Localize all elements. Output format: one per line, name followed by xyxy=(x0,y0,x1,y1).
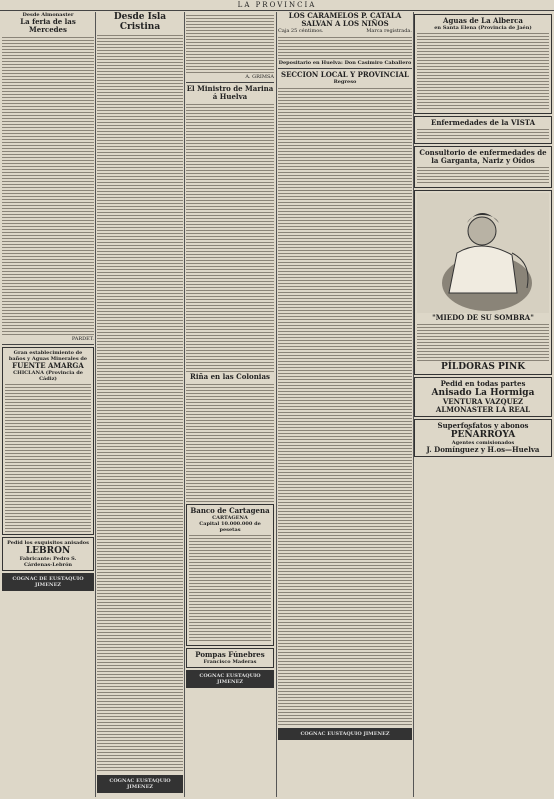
ad-name: Francisco Maderas xyxy=(203,659,257,665)
column-1 xyxy=(2,12,94,797)
ad-sub: en Santa Elena (Provincia de Jaén) xyxy=(434,25,532,31)
ad-name: FUENTE AMARGA xyxy=(12,361,84,370)
ad-consultorio xyxy=(414,146,552,188)
subheadline: Caja 25 céntimos. xyxy=(278,28,324,34)
ad-text xyxy=(417,127,549,141)
ad-place: CHICLANA (Provincia de Cádiz) xyxy=(13,370,83,382)
ad-title: Banco de Cartagena xyxy=(190,506,270,515)
ad-name: PEÑARROYA xyxy=(450,430,516,441)
ad-line: Pedid en todas partes xyxy=(440,379,526,389)
ad-title: Aguas de La Alberca xyxy=(443,16,523,25)
ad-line: Agentes comisionados xyxy=(451,440,515,447)
subsection: Regreso xyxy=(333,79,357,85)
illustration-woman xyxy=(417,193,549,313)
ad-title: Gran establecimiento de baños y Aguas Minerales de xyxy=(8,350,88,362)
ad-name: Anisado La Hormiga xyxy=(431,388,535,399)
ad-cognac: COGNAC EUSTAQUIO JIMENEZ xyxy=(186,670,274,688)
text-block xyxy=(97,33,183,773)
ad-cognac: COGNAC EUSTAQUIO JIMENEZ xyxy=(97,775,183,793)
ad-title: Pompas Fúnebres xyxy=(195,650,265,659)
text-block xyxy=(2,35,94,335)
ad-pompas-funebres xyxy=(186,648,274,668)
ad-pildoras-pink xyxy=(414,190,552,375)
depositary: Depositario en Huelva: Don Casimiro Caballero xyxy=(278,60,412,66)
ad-cognac: COGNAC DE EUSTAQUIO JIMENEZ xyxy=(2,573,94,591)
column-rule xyxy=(184,12,185,797)
ad-text xyxy=(417,31,549,111)
ad-name: LEBRON xyxy=(25,546,71,556)
ad-name: PÍLDORAS PINK xyxy=(440,362,526,373)
column-rule xyxy=(276,12,277,797)
ad-fuente-amarga xyxy=(2,347,94,535)
ad-cognac: COGNAC EUSTAQUIO JIMENEZ xyxy=(278,728,412,740)
ad-vista xyxy=(414,116,552,144)
ad-title: Consultorio de enfermedades de la Garganta, Nariz y Oídos xyxy=(419,148,547,165)
ad-text xyxy=(5,382,91,532)
ad-text xyxy=(189,533,271,643)
section-title: SECCION LOCAL Y PROVINCIAL xyxy=(281,70,409,79)
headline: Desde Isla Cristina xyxy=(113,12,167,32)
ad-line: ALMONASTER LA REAL xyxy=(435,405,531,415)
text-block xyxy=(186,13,274,73)
ad-text xyxy=(417,322,549,362)
signature: A. GRIMSA xyxy=(245,74,274,80)
ad-line: Superfosfatos y abonos xyxy=(437,421,529,431)
headline: Riña en las Colonias xyxy=(190,372,270,381)
text-block xyxy=(186,382,274,502)
column-3 xyxy=(186,12,274,797)
ad-capital: Capital 10.000.000 de pesetas xyxy=(199,521,261,533)
ad-line: VENTURA VAZQUEZ xyxy=(442,397,524,407)
ad-penarroya xyxy=(414,419,552,457)
section-label: Desde Almonaster xyxy=(22,12,74,18)
ad-city: CARTAGENA xyxy=(212,515,248,521)
text-block xyxy=(186,102,274,372)
signature: PARDET. xyxy=(71,336,94,342)
ad-sub: Fabricante: Pedro S. Cárdenas-Lebrón xyxy=(19,556,77,568)
masthead: LA PROVINCIA xyxy=(0,0,554,11)
headline: El Ministro de Marina á Huelva xyxy=(186,84,274,101)
ad-text xyxy=(417,165,549,185)
column-rule xyxy=(95,12,96,797)
ad-title: Pedid los exquisitos anisados xyxy=(7,540,89,546)
column-4 xyxy=(278,12,412,797)
ad-line: J. Domínguez y H.os—Huelva xyxy=(426,445,540,455)
trademark: Marca registrada. xyxy=(366,28,412,34)
text-block xyxy=(278,86,412,726)
ad-title: "MIEDO DE SU SOMBRA" xyxy=(432,313,534,323)
headline: La feria de las Mercedes xyxy=(20,17,76,34)
column-5 xyxy=(414,12,552,797)
ad-title: Enfermedades de la VISTA xyxy=(430,118,536,127)
ad-anisado-hormiga xyxy=(414,377,552,417)
ad-lebron xyxy=(2,537,94,571)
column-2 xyxy=(97,12,183,797)
headline: LOS CARAMELOS P. CATALA SALVAN A LOS NIÑOS xyxy=(288,12,402,28)
ad-aguas-alberca xyxy=(414,14,552,114)
ad-banco-cartagena xyxy=(186,504,274,646)
text-block xyxy=(278,35,412,59)
